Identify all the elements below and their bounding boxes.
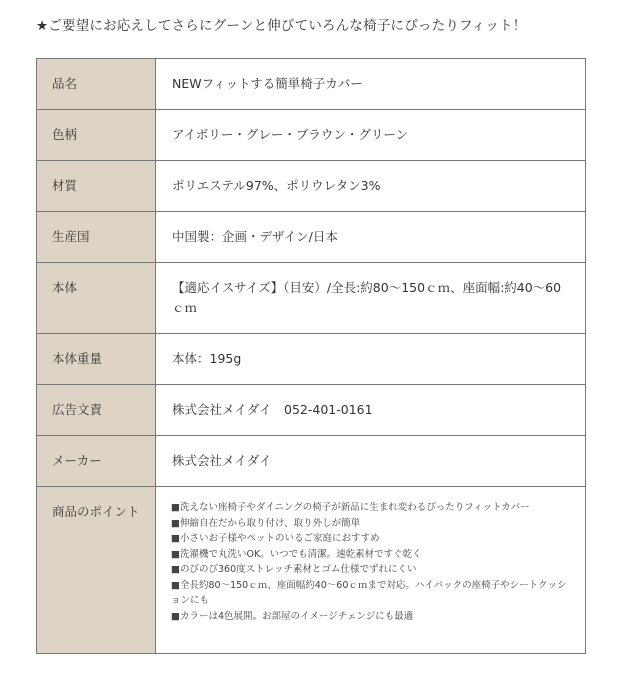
- row-label: 広告文責: [52, 402, 103, 417]
- table-row: [37, 161, 586, 212]
- row-value: アイボリー・グレー・ブラウン・グリーン: [172, 127, 409, 142]
- table-row: [37, 212, 586, 263]
- spec-table: [36, 58, 586, 654]
- row-value: NEWフィットする簡単椅子カバー: [172, 76, 363, 91]
- list-item: ■カラーは4色展開。お部屋のイメージチェンジにも最適: [171, 610, 414, 622]
- row-value-cell: [156, 263, 586, 334]
- product-points-list: [156, 487, 585, 624]
- list-item: ■のびのび360度ストレッチ素材とゴム仕様でずれにくい: [171, 564, 417, 575]
- row-value: 株式会社メイダイ 052-401-0161: [172, 402, 373, 417]
- row-value-cell: [156, 385, 586, 436]
- headline: ★ご要望にお応えしてさらにグーンと伸びていろんな椅子にぴったりフィット！: [36, 18, 527, 34]
- row-label: 本体: [52, 280, 78, 295]
- row-value-cell: [156, 436, 586, 487]
- row-label-cell: [37, 212, 156, 263]
- row-label-cell: [37, 161, 156, 212]
- row-value-cell: [156, 334, 586, 385]
- list-item: ■伸縮自在だから取り付け、取り外しが簡単: [171, 517, 361, 529]
- row-value: ポリエステル97%、ポリウレタン3%: [172, 178, 381, 193]
- row-label-cell: [37, 334, 156, 385]
- table-row: [37, 59, 586, 110]
- list-item: ■洗えない座椅子やダイニングの椅子が新品に生まれ変わるぴったりフィットカバー: [171, 502, 530, 513]
- row-label-cell: [37, 385, 156, 436]
- row-value: 【適応イスサイズ】（目安）/全長:約80～150ｃｍ、座面幅:約40～60ｃｍ: [172, 280, 562, 315]
- list-item: ■小さいお子様やペットのいるご家庭におすすめ: [171, 533, 380, 544]
- row-label: 色柄: [52, 127, 78, 142]
- list-item: ■全長約80～150ｃｍ、座面幅約40～60ｃｍまで対応。ハイバックの座椅子やシートクッションにも: [171, 579, 567, 606]
- row-value: 株式会社メイダイ: [172, 453, 272, 468]
- row-label-cell: [37, 487, 156, 654]
- row-label: メーカー: [52, 453, 102, 468]
- table-row: [37, 436, 586, 487]
- row-value-cell: [156, 110, 586, 161]
- row-value-cell: [156, 212, 586, 263]
- row-label-cell: [37, 436, 156, 487]
- row-value-cell: [156, 59, 586, 110]
- list-item: ■洗濯機で丸洗いOK。いつでも清潔。速乾素材ですぐ乾く: [171, 548, 422, 560]
- table-row: [37, 385, 586, 436]
- row-label-cell: [37, 59, 156, 110]
- row-label: 材質: [52, 178, 78, 193]
- table-row: [37, 263, 586, 334]
- row-value-cell: [156, 161, 586, 212]
- row-value: 中国製：企画・デザイン/日本: [172, 229, 338, 244]
- row-label: 生産国: [52, 229, 90, 244]
- row-label: 本体重量: [52, 351, 103, 366]
- row-label-cell: [37, 263, 156, 334]
- table-row: [37, 487, 586, 654]
- row-value-cell: [156, 487, 586, 654]
- row-label: 商品のポイント: [52, 504, 140, 519]
- table-row: [37, 110, 586, 161]
- table-row: [37, 334, 586, 385]
- row-value: 本体：195g: [172, 351, 242, 366]
- row-label-cell: [37, 110, 156, 161]
- row-label: 品名: [52, 76, 78, 91]
